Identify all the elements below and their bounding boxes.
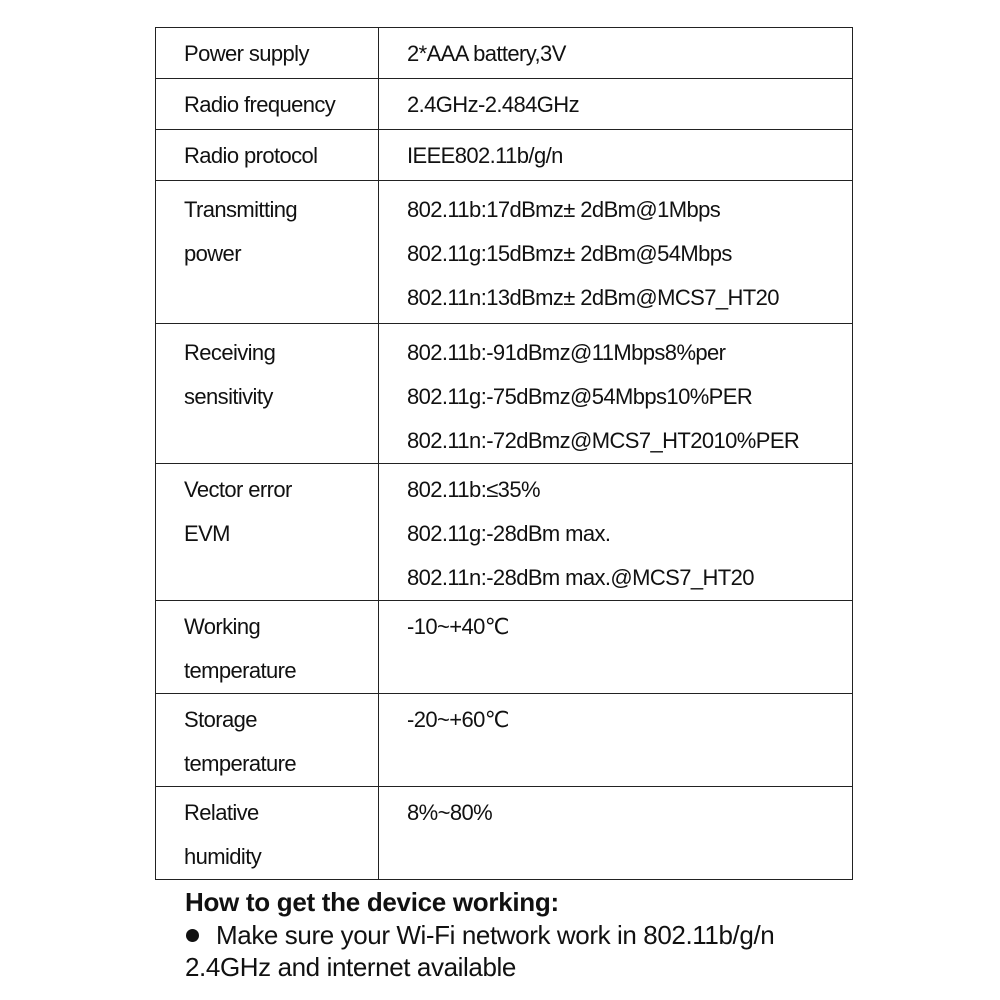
- spec-value: 802.11g:-28dBm max.: [407, 521, 611, 546]
- spec-value: 802.11g:-75dBmz@54Mbps10%PER: [407, 384, 753, 409]
- spec-value: 8%~80%: [407, 800, 493, 825]
- spec-value-cell: [379, 181, 853, 324]
- bullet-text: [185, 919, 985, 983]
- spec-value: 2*AAA battery,3V: [407, 41, 566, 66]
- instructions-title: How to get the device working:: [185, 887, 559, 917]
- spec-label-cell: [156, 787, 379, 880]
- spec-value: 802.11n:-28dBm max.@MCS7_HT20: [407, 565, 754, 590]
- spec-value: 802.11n:-72dBmz@MCS7_HT2010%PER: [407, 428, 800, 453]
- spec-label: temperature: [184, 751, 297, 776]
- spec-value-cell: [379, 694, 853, 787]
- bullet-line: 2.4GHz and internet available: [185, 952, 516, 982]
- spec-value-cell: [379, 79, 853, 130]
- spec-label: temperature: [184, 658, 297, 683]
- spec-label-cell: [156, 694, 379, 787]
- spec-label: Relative: [184, 800, 259, 825]
- table-row: [156, 130, 853, 181]
- spec-label: Transmitting: [184, 197, 298, 222]
- spec-value: 2.4GHz-2.484GHz: [407, 92, 579, 117]
- spec-value: -10~+40℃: [407, 614, 509, 639]
- spec-label-cell: [156, 28, 379, 79]
- table-row: [156, 324, 853, 464]
- spec-value-cell: [379, 324, 853, 464]
- bullet-icon: [186, 929, 199, 942]
- spec-label: Storage: [184, 707, 257, 732]
- spec-value: IEEE802.11b/g/n: [407, 143, 563, 168]
- spec-label: Power supply: [184, 41, 309, 66]
- spec-label: sensitivity: [184, 384, 273, 409]
- table-row: [156, 181, 853, 324]
- list-item: [185, 919, 985, 983]
- spec-label-cell: [156, 79, 379, 130]
- table-row: [156, 787, 853, 880]
- instructions-section: [185, 885, 985, 983]
- spec-value: 802.11b:-91dBmz@11Mbps8%per: [407, 340, 726, 365]
- spec-label: Radio frequency: [184, 92, 336, 117]
- spec-label: Vector error: [184, 477, 292, 502]
- spec-label: Receiving: [184, 340, 276, 365]
- spec-value-cell: [379, 130, 853, 181]
- table-row: [156, 79, 853, 130]
- spec-value: 802.11n:13dBmz± 2dBm@MCS7_HT20: [407, 285, 779, 310]
- spec-value-cell: [379, 464, 853, 601]
- spec-value-cell: [379, 28, 853, 79]
- table-row: [156, 694, 853, 787]
- spec-table: [155, 27, 853, 880]
- table-row: [156, 601, 853, 694]
- spec-label: EVM: [184, 521, 230, 546]
- spec-value: 802.11b:≤35%: [407, 477, 540, 502]
- spec-label-cell: [156, 464, 379, 601]
- table-row: [156, 28, 853, 79]
- spec-label: humidity: [184, 844, 262, 869]
- spec-label-cell: [156, 130, 379, 181]
- spec-value-cell: [379, 601, 853, 694]
- table-row: [156, 464, 853, 601]
- spec-value: -20~+60℃: [407, 707, 509, 732]
- spec-label: Radio protocol: [184, 143, 318, 168]
- spec-label-cell: [156, 601, 379, 694]
- spec-value: 802.11b:17dBmz± 2dBm@1Mbps: [407, 197, 721, 222]
- spec-label-cell: [156, 324, 379, 464]
- spec-label-cell: [156, 181, 379, 324]
- bullet-line: Make sure your Wi-Fi network work in 802.11b/g/n: [216, 920, 775, 950]
- spec-value-cell: [379, 787, 853, 880]
- spec-value: 802.11g:15dBmz± 2dBm@54Mbps: [407, 241, 732, 266]
- spec-label: Working: [184, 614, 261, 639]
- spec-label: power: [184, 241, 241, 266]
